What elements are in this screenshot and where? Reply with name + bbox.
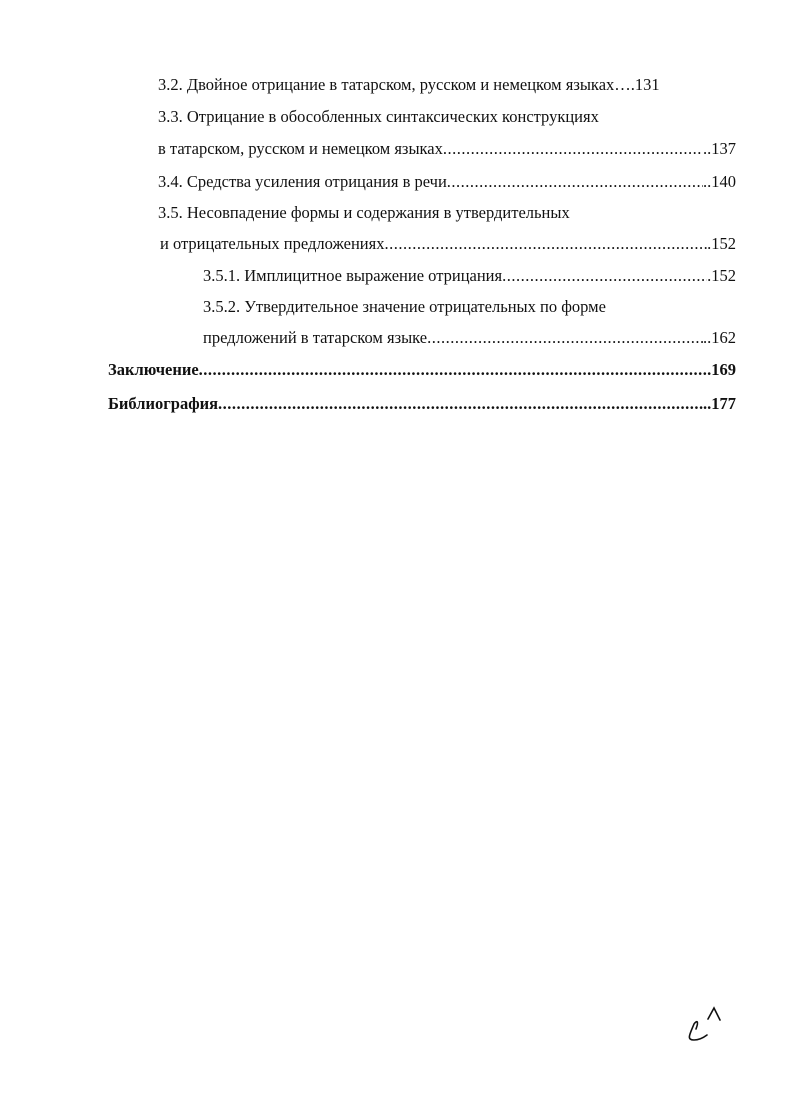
toc-entry-leader: ….	[614, 75, 635, 94]
toc-entry-title: предложений в татарском языке	[203, 328, 428, 347]
toc-dot-leader	[384, 234, 707, 254]
toc-entry-3-5-1	[203, 266, 736, 286]
toc-entry-3-3-line1	[158, 107, 736, 127]
toc-dot-leader	[443, 139, 703, 159]
toc-entry-3-5-line1	[158, 203, 736, 223]
toc-entry-3-4	[158, 172, 736, 192]
toc-entry-title: 3.5.2. Утвердительное значение отрицательных по форме	[203, 297, 606, 316]
toc-entry-page: ..137	[703, 139, 736, 158]
toc-entry-title: 3.3. Отрицание в обособленных синтаксических конструкциях	[158, 107, 599, 126]
toc-entry-bibliography	[108, 394, 736, 414]
toc-entry-page: ..140	[703, 172, 736, 191]
toc-entry-page: 131	[634, 75, 660, 94]
toc-entry-title: Библиография	[108, 394, 219, 413]
toc-entry-title: и отрицательных предложениях	[160, 234, 385, 253]
toc-dot-leader	[218, 394, 703, 414]
toc-dot-leader	[447, 172, 703, 192]
toc-entry-3-3-line2	[158, 139, 736, 159]
toc-entry-conclusion	[108, 360, 736, 380]
toc-entry-3-5-2-line1	[203, 297, 736, 317]
toc-entry-page: ..177	[703, 394, 736, 413]
toc-entry-3-2	[158, 75, 736, 95]
toc-entry-3-5-line2	[160, 234, 736, 254]
toc-entry-title: Заключение	[108, 360, 199, 379]
toc-entry-page: ..162	[703, 328, 736, 347]
toc-dot-leader	[199, 360, 707, 380]
toc-entry-title: 3.5. Несовпадение формы и содержания в утвердительных	[158, 203, 570, 222]
toc-entry-title: в татарском, русском и немецком языках	[158, 139, 443, 158]
toc-dot-leader	[427, 328, 703, 348]
toc-entry-title: 3.2. Двойное отрицание в татарском, русском и немецком языках	[158, 75, 615, 94]
toc-entry-page: .169	[707, 360, 736, 379]
toc-entry-3-5-2-line2	[203, 328, 736, 348]
toc-entry-title: 3.5.1. Имплицитное выражение отрицания	[203, 266, 503, 285]
handwritten-page-number	[684, 1000, 728, 1044]
toc-entry-page: .152	[707, 266, 736, 285]
toc-entry-page: .152	[707, 234, 736, 253]
toc-entry-title: 3.4. Средства усиления отрицания в речи	[158, 172, 447, 191]
toc-dot-leader	[502, 266, 707, 286]
